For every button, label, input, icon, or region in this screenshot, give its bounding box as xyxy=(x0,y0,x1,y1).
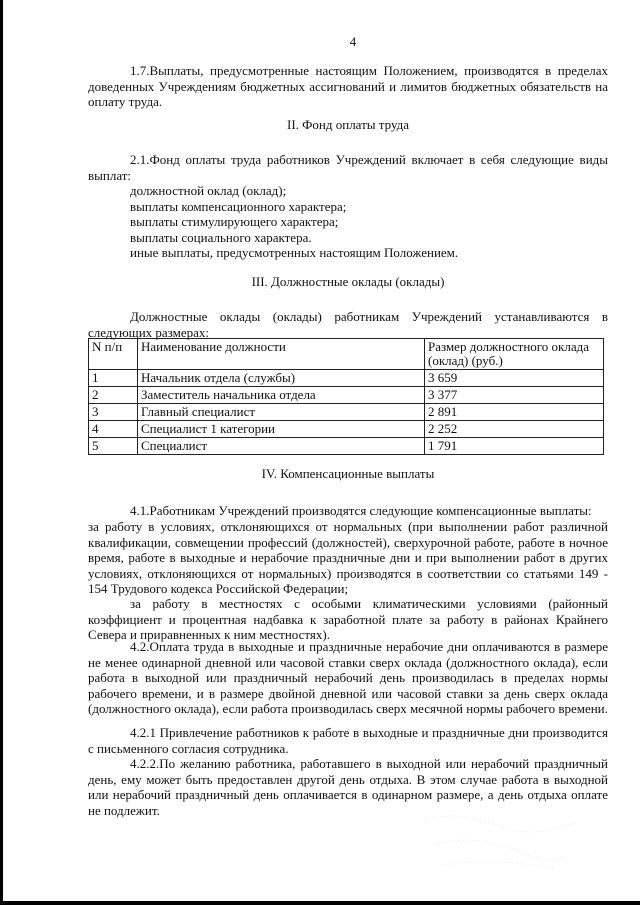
page-number: 4 xyxy=(349,34,357,49)
page-border-bottom xyxy=(0,901,640,905)
table-cell: 5 xyxy=(89,438,138,455)
table-cell: 3 377 xyxy=(425,387,604,404)
section-heading-2: II. Фонд оплаты труда xyxy=(286,117,410,132)
paragraph-4-2: 4.2.Оплата труда в выходные и праздничные нерабочие дни оплачиваются в размере не менее одинарной дневной или часовой ставки сверх оклада (должностного оклада), если работа в выходной или праздничный нерабочий день производилась в пределах нормы рабочего времени, и в размере двойной дневной или часовой ставки за день сверх оклада (должностного оклада), если работа производилась сверх месячной нормы рабочего времени. xyxy=(88,639,608,716)
section-heading-3: III. Должностные оклады (оклады) xyxy=(251,274,445,289)
paragraph-4-2-2: 4.2.2.По желанию работника, работавшего в выходной или нерабочий праздничный день, ему может быть предоставлен другой день отдыха. В этом случае работа в выходной или нерабочий праздничный день оплачивается в одинарном размере, а день отдыха оплате не подлежит. xyxy=(88,756,608,818)
table-cell: Главный специалист xyxy=(138,404,425,421)
paragraph-4-1-a: за работу в условиях, отклоняющихся от нормальных (при выполнении работ различной квалификации, совмещении профессий (должностей), сверхурочной работе, работе в ночное время, работе в выходные и нерабочие праздничные дни и при выполнении работ в других условиях, отклоняющихся от нормальных) производятся в соответствии со статьями 149 - 154 Трудового кодекса Российской Федерации; xyxy=(88,519,608,596)
table-cell: Заместитель начальника отдела xyxy=(138,387,425,404)
list-item: выплаты социального характера. xyxy=(130,229,312,245)
table-row xyxy=(89,421,604,438)
list-item: иные выплаты, предусмотренных настоящим Положением. xyxy=(130,245,459,260)
table-row xyxy=(89,404,604,421)
table-cell: Специалист xyxy=(138,438,425,455)
table-row xyxy=(89,438,604,455)
table-header-cell: N п/п xyxy=(89,339,138,370)
table-cell: 1 xyxy=(89,370,138,387)
paragraph-2-1: 2.1.Фонд оплаты труда работников Учреждений включает в себя следующие виды выплат: xyxy=(88,152,608,183)
paragraph-4-1-lead: 4.1.Работникам Учреждений производятся следующие компенсационные выплаты: xyxy=(130,503,592,518)
salary-intro: Должностные оклады (оклады) работникам Учреждений устанавливаются в следующих размерах: xyxy=(88,309,608,340)
table-cell: Начальник отдела (службы) xyxy=(138,370,425,387)
list-item: должностной оклад (оклад); xyxy=(130,183,287,198)
paragraph-4-1-b: за работу в местностях с особыми климатическими условиями (районный коэффициент и процентная надбавка к заработной плате за работу в районах Крайнего Севера и приравненных к ним местностях). xyxy=(88,596,608,642)
table-cell: 3 659 xyxy=(425,370,604,387)
list-item: выплаты стимулирующего характера; xyxy=(130,214,339,229)
page-border-left xyxy=(0,0,3,905)
table-header-cell: Наименование должности xyxy=(138,339,425,370)
table-header-cell: Размер должностного оклада (оклад) (руб.) xyxy=(425,339,604,370)
table-cell: Специалист 1 категории xyxy=(138,421,425,438)
table-row xyxy=(89,387,604,404)
paragraph-1-7: 1.7.Выплаты, предусмотренные настоящим Положением, производятся в пределах доведенных Учреждениям бюджетных ассигнований и лимитов бюджетных обязательств на оплату труда. xyxy=(88,63,608,109)
section-heading-4: IV. Компенсационные выплаты xyxy=(261,466,435,481)
table-cell: 2 252 xyxy=(425,421,604,438)
table-row xyxy=(89,370,604,387)
faint-stamp-mark xyxy=(415,805,585,875)
table-cell: 2 xyxy=(89,387,138,404)
pay-types-list xyxy=(130,183,600,261)
table-cell: 1 791 xyxy=(425,438,604,455)
table-cell: 3 xyxy=(89,404,138,421)
list-item: выплаты компенсационного характера; xyxy=(130,198,347,214)
paragraph-4-2-1: 4.2.1 Привлечение работников к работе в выходные и праздничные дни производится с письменного согласия сотрудника. xyxy=(88,725,608,756)
salary-table xyxy=(88,338,604,455)
table-cell: 4 xyxy=(89,421,138,438)
table-cell: 2 891 xyxy=(425,404,604,421)
table-header-row xyxy=(89,339,604,370)
